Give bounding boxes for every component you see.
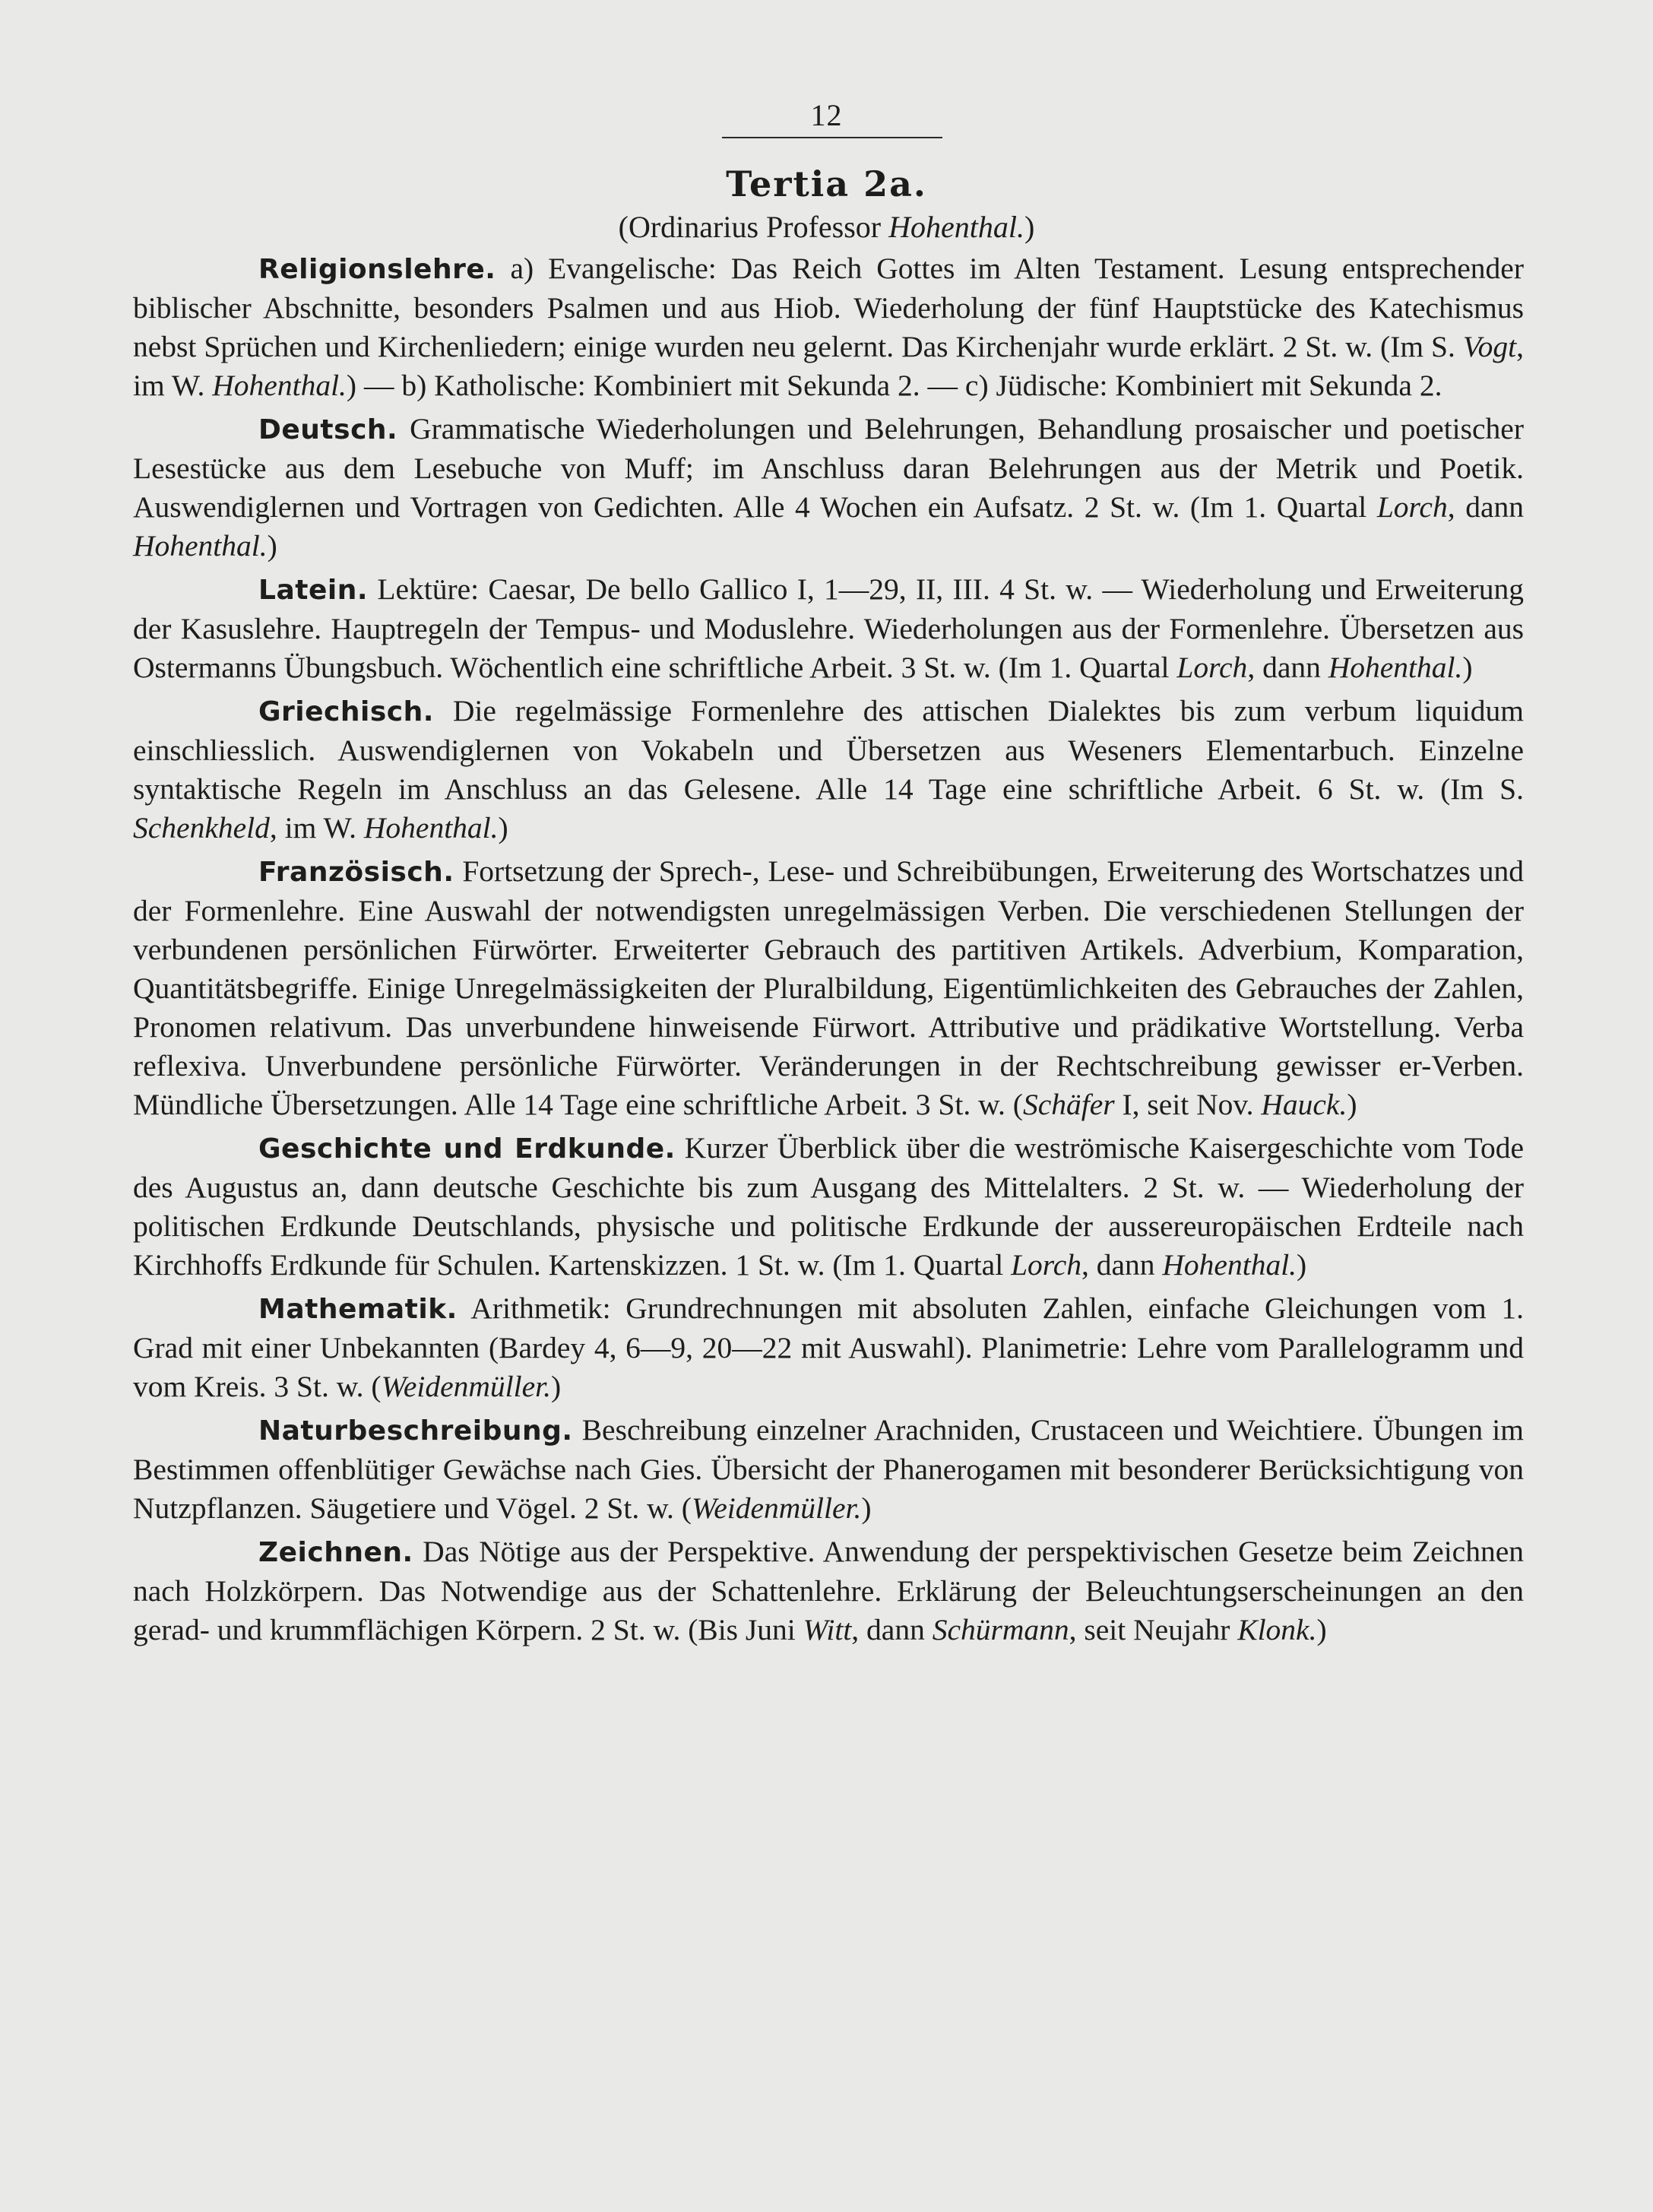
section-text: , dann: [1081, 1248, 1163, 1282]
section-italic-name: Hohenthal.: [1162, 1248, 1297, 1282]
section-text: , im W.: [269, 811, 364, 845]
page-subtitle: [0, 209, 1653, 245]
section-text: , dann: [1247, 651, 1328, 684]
section-heading: Latein.: [258, 575, 369, 606]
section-heading: Mathematik.: [258, 1294, 458, 1325]
section-paragraph: [133, 410, 1524, 566]
section-italic-name: Klonk.: [1237, 1613, 1317, 1646]
section-text: Kurzer Überblick über die weströmische Kaisergeschichte vom Tode des Augustus an, dann deutsche Geschichte bis zum Ausgang des Mittelalters. 2 St. w. — Wiederholung der politischen Erdkunde Deutschlands, physische und politische Erdkunde der aussereuropäischen Erdteile nach Kirchhoffs Erdkunde für Schulen. Kartenskizzen. 1 St. w. (Im 1. Quartal: [133, 1131, 1524, 1282]
section-italic-name: Vogt: [1462, 330, 1517, 363]
section-heading: Deutsch.: [258, 414, 398, 445]
section-text: ): [1316, 1613, 1327, 1646]
section-text: ): [551, 1370, 562, 1403]
document-body: [133, 249, 1524, 1649]
subtitle-suffix: ): [1024, 210, 1035, 244]
section-paragraph: [133, 1532, 1524, 1649]
section-italic-name: Hohenthal.: [1328, 651, 1463, 684]
section-italic-name: Hohenthal.: [212, 369, 347, 402]
subtitle-prefix: (Ordinarius Professor: [618, 210, 889, 244]
section-text: Die regelmässige Formenlehre des attischen Dialektes bis zum verbum liquidum einschliesslich. Auswendiglernen von Vokabeln und Übersetzen aus Weseners Elementarbuch. Einzelne syntaktische Regeln im Anschluss an das Gelesene. Alle 14 Tage eine schriftliche Arbeit. 6 St. w. (Im S.: [133, 694, 1524, 806]
section-italic-name: Weidenmüller.: [381, 1370, 552, 1403]
section-italic-name: Witt: [803, 1613, 852, 1646]
section-paragraph: [133, 692, 1524, 848]
section-text: ): [1347, 1088, 1357, 1121]
page-number: 12: [810, 98, 843, 132]
section-italic-name: Schäfer: [1022, 1088, 1115, 1121]
section-heading: Französisch.: [258, 857, 454, 888]
section-text: Fortsetzung der Sprech-, Lese- und Schreibübungen, Erweiterung des Wortschatzes und der Formenlehre. Eine Auswahl der notwendigsten unregelmässigen Verben. Die verschiedenen Stellungen der verbundenen persönlichen Fürwörter. Erweiterter Gebrauch des partitiven Artikels. Adverbium, Komparation, Quantitätsbegriffe. Einige Unregelmässigkeiten der Pluralbildung, Eigentümlichkeiten des Gebrauches der Zahlen, Pronomen relativum. Das unverbundene hinweisende Fürwort. Attributive und prädikative Wortstellung. Verba reflexiva. Unverbundene persönliche Fürwörter. Veränderungen in der Rechtschreibung gewisser er-Verben. Mündliche Übersetzungen. Alle 14 Tage eine schriftliche Arbeit. 3 St. w. (: [133, 854, 1524, 1121]
section-text: ): [1297, 1248, 1307, 1282]
section-text: Das Nötige aus der Perspektive. Anwendung der perspektivischen Gesetze beim Zeichnen nach Holzkörpern. Das Notwendige aus der Schattenlehre. Erklärung der Beleuchtungserscheinungen an den gerad- und krummflächigen Körpern. 2 St. w. (Bis Juni: [133, 1535, 1524, 1646]
section-heading: Griechisch.: [258, 696, 434, 727]
section-paragraph: [133, 249, 1524, 405]
section-text: Lektüre: Caesar, De bello Gallico I, 1—29, II, III. 4 St. w. — Wiederholung und Erweiterung der Kasuslehre. Hauptregeln der Tempus- und Moduslehre. Wiederholungen aus der Formenlehre. Übersetzen aus Ostermanns Übungsbuch. Wöchentlich eine schriftliche Arbeit. 3 St. w. (Im 1. Quartal: [133, 572, 1524, 684]
section-paragraph: [133, 852, 1524, 1124]
section-text: ): [861, 1491, 872, 1525]
section-text: , dann: [851, 1613, 933, 1646]
section-italic-name: Lorch: [1011, 1248, 1081, 1282]
section-paragraph: [133, 570, 1524, 687]
section-text: ): [267, 529, 277, 563]
section-italic-name: Schürmann: [932, 1613, 1069, 1646]
section-italic-name: Hohenthal.: [133, 529, 268, 563]
section-text: , dann: [1447, 490, 1524, 524]
section-text: , seit Neujahr: [1069, 1613, 1238, 1646]
section-italic-name: Lorch: [1176, 651, 1248, 684]
section-italic-name: Schenkheld: [133, 811, 270, 845]
section-text: I, seit Nov.: [1114, 1088, 1262, 1121]
section-paragraph: [133, 1129, 1524, 1285]
section-text: ) — b) Katholische: Kombiniert mit Sekunda 2. — c) Jüdische: Kombiniert mit Sekunda 2.: [346, 369, 1442, 402]
section-italic-name: Weidenmüller.: [691, 1491, 862, 1525]
section-text: Arithmetik: Grundrechnungen mit absoluten Zahlen, einfache Gleichungen vom 1. Grad mit einer Unbekannten (Bardey 4, 6—9, 20—22 mit Auswahl). Planimetrie: Lehre vom Parallelogramm und vom Kreis. 3 St. w. (: [133, 1291, 1524, 1403]
page-title: Tertia 2a.: [726, 163, 927, 204]
section-text: Beschreibung einzelner Arachniden, Crustaceen und Weichtiere. Übungen im Bestimmen offenblütiger Gewächse nach Gies. Übersicht der Phanerogamen mit besonderer Berücksichtigung von Nutzpflanzen. Säugetiere und Vögel. 2 St. w. (: [133, 1413, 1524, 1525]
section-italic-name: Hauck.: [1261, 1088, 1347, 1121]
section-paragraph: [133, 1289, 1524, 1406]
section-paragraph: [133, 1411, 1524, 1528]
section-heading: Geschichte und Erdkunde.: [258, 1133, 676, 1165]
section-heading: Religionslehre.: [258, 254, 496, 285]
section-text: a) Evangelische: Das Reich Gottes im Alten Testament. Lesung entsprechender biblischer Abschnitte, besonders Psalmen und aus Hiob. Wiederholung der fünf Hauptstücke des Katechismus nebst Sprüchen und Kirchenliedern; einige wurden neu gelernt. Das Kirchenjahr wurde erklärt. 2 St. w. (Im S.: [133, 252, 1524, 363]
section-text: ): [498, 811, 508, 845]
section-italic-name: Lorch: [1376, 490, 1448, 524]
section-italic-name: Hohenthal.: [363, 811, 499, 845]
section-heading: Naturbeschreibung.: [258, 1415, 573, 1447]
section-text: Grammatische Wiederholungen und Belehrungen, Behandlung prosaischer und poetischer Lesestücke aus dem Lesebuche von Muff; im Anschluss daran Belehrungen aus der Metrik und Poetik. Auswendiglernen und Vortragen von Gedichten. Alle 4 Wochen ein Aufsatz. 2 St. w. (Im 1. Quartal: [133, 412, 1524, 524]
section-text: , im W.: [133, 330, 1524, 402]
section-text: ): [1462, 651, 1473, 684]
subtitle-name: Hohenthal.: [888, 210, 1025, 244]
section-heading: Zeichnen.: [258, 1537, 413, 1568]
page-number-rule: [722, 137, 942, 138]
